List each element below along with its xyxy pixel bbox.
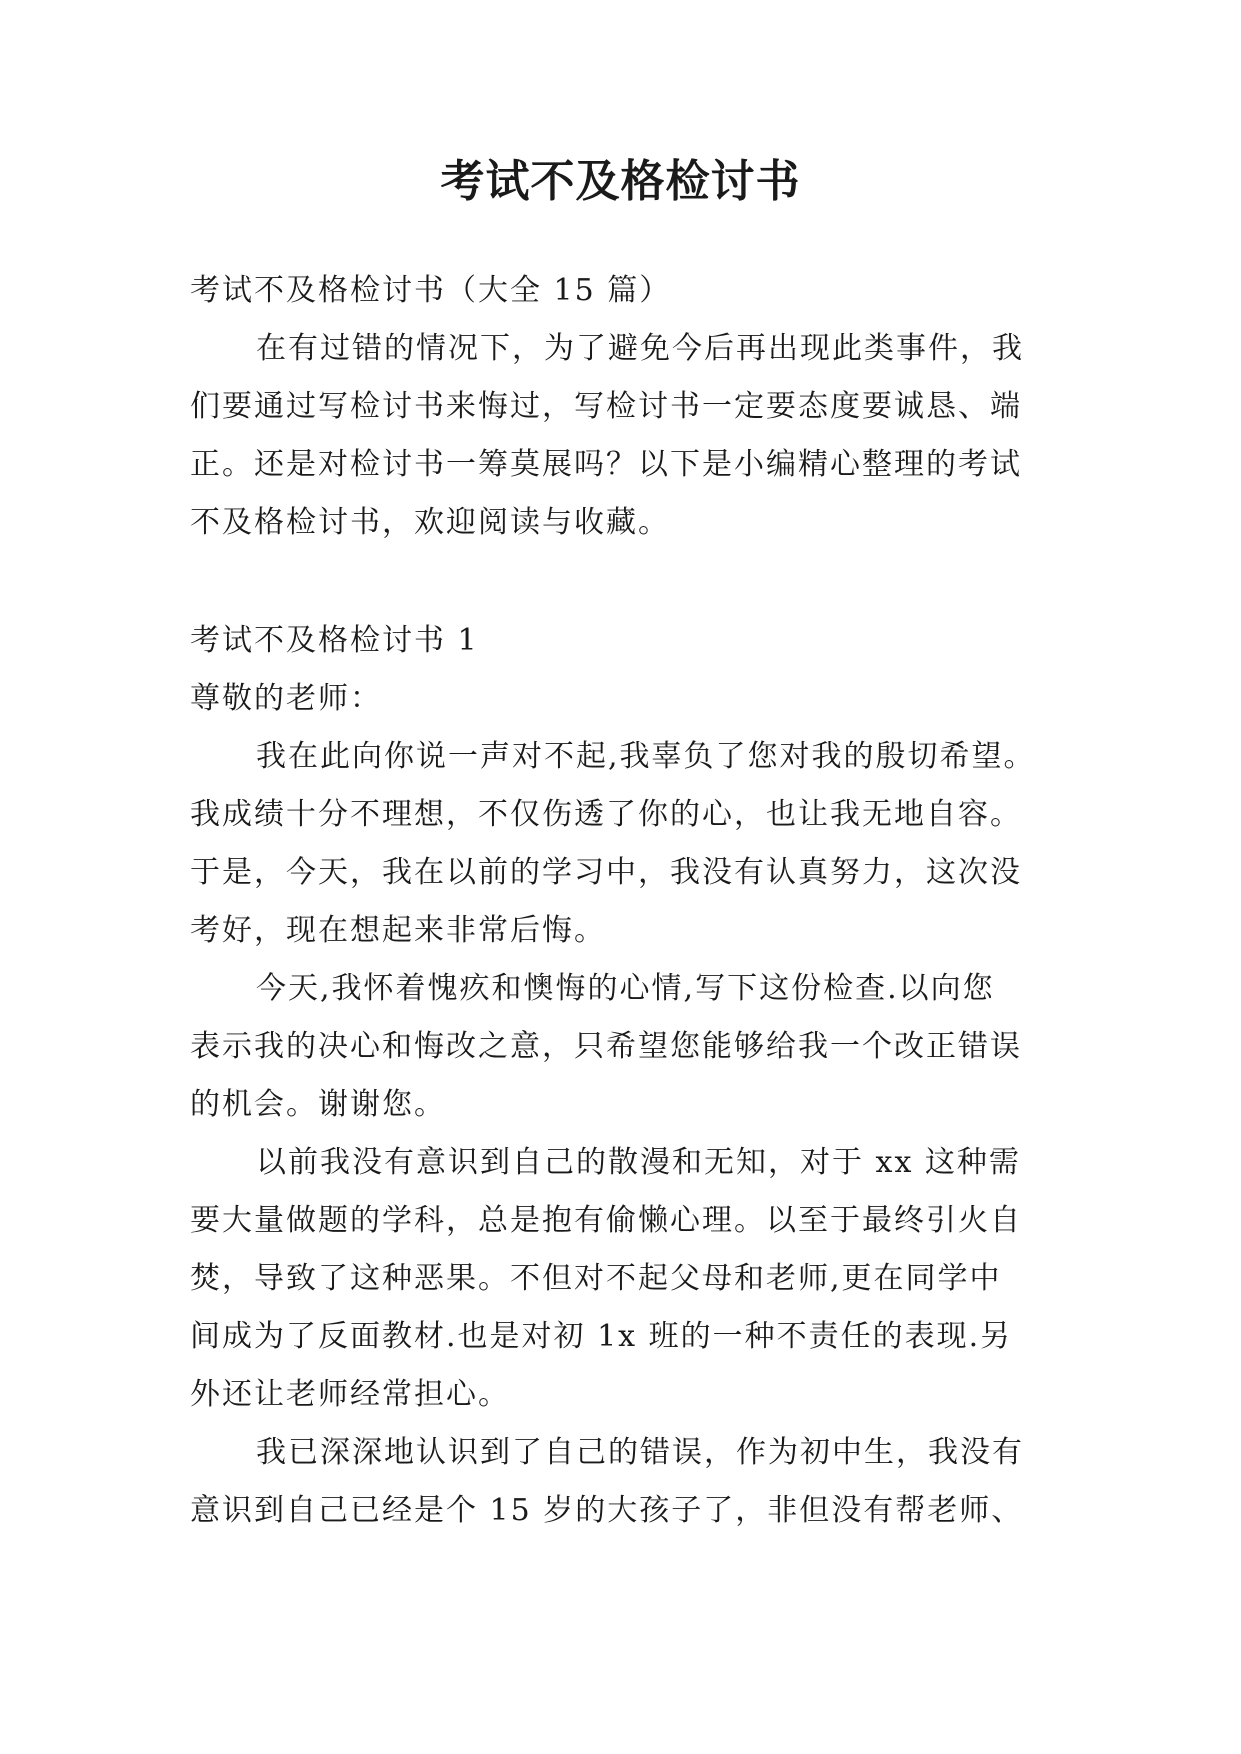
document-body [190,262,1052,1540]
paragraph-line: 表示我的决心和悔改之意，只希望您能够给我一个改正错误 [190,1029,1022,1064]
body-paragraph-4 [190,1424,1052,1540]
paragraph-line: 要大量做题的学科，总是抱有偷懒心理。以至于最终引火自 [190,1203,1022,1238]
paragraph-line: 以前我没有意识到自己的散漫和无知，对于 xx 这种需 [256,1145,1021,1180]
paragraph-line: 间成为了反面教材.也是对初 1x 班的一种不责任的表现.另 [190,1319,1013,1354]
section-heading: 考试不及格检讨书 1 [190,623,479,658]
paragraph-line: 外还让老师经常担心。 [190,1377,510,1412]
paragraph-line: 考好，现在想起来非常后悔。 [190,913,606,948]
paragraph-line: 们要通过写检讨书来悔过，写检讨书一定要态度要诚恳、端 [190,389,1022,424]
paragraph-line: 不及格检讨书，欢迎阅读与收藏。 [190,505,670,540]
paragraph-line: 于是，今天，我在以前的学习中，我没有认真努力，这次没 [190,855,1022,890]
document-title: 考试不及格检讨书 [440,156,801,207]
paragraph-line: 我成绩十分不理想，不仅伤透了你的心，也让我无地自容。 [190,797,1022,832]
body-paragraph-3 [190,1134,1052,1424]
paragraph-line: 意识到自己已经是个 15 岁的大孩子了，非但没有帮老师、 [190,1493,1024,1528]
body-paragraph-1 [190,728,1052,960]
document-subtitle: 考试不及格检讨书（大全 15 篇） [190,273,672,308]
paragraph-line: 今天,我怀着愧疚和懊悔的心情,写下这份检查.以向您 [256,971,995,1006]
body-paragraph-2 [190,960,1052,1134]
section-spacer [190,552,1052,612]
salutation: 尊敬的老师： [190,681,382,716]
paragraph-line: 在有过错的情况下，为了避免今后再出现此类事件，我 [256,331,1024,366]
paragraph-line: 的机会。谢谢您。 [190,1087,446,1122]
paragraph-line: 我已深深地认识到了自己的错误，作为初中生，我没有 [256,1435,1024,1470]
paragraph-line: 我在此向你说一声对不起,我辜负了您对我的殷切希望。 [256,739,1036,774]
intro-paragraph [190,320,1052,552]
paragraph-line: 正。还是对检讨书一筹莫展吗？以下是小编精心整理的考试 [190,447,1022,482]
paragraph-line: 焚，导致了这种恶果。不但对不起父母和老师,更在同学中 [190,1261,1002,1296]
